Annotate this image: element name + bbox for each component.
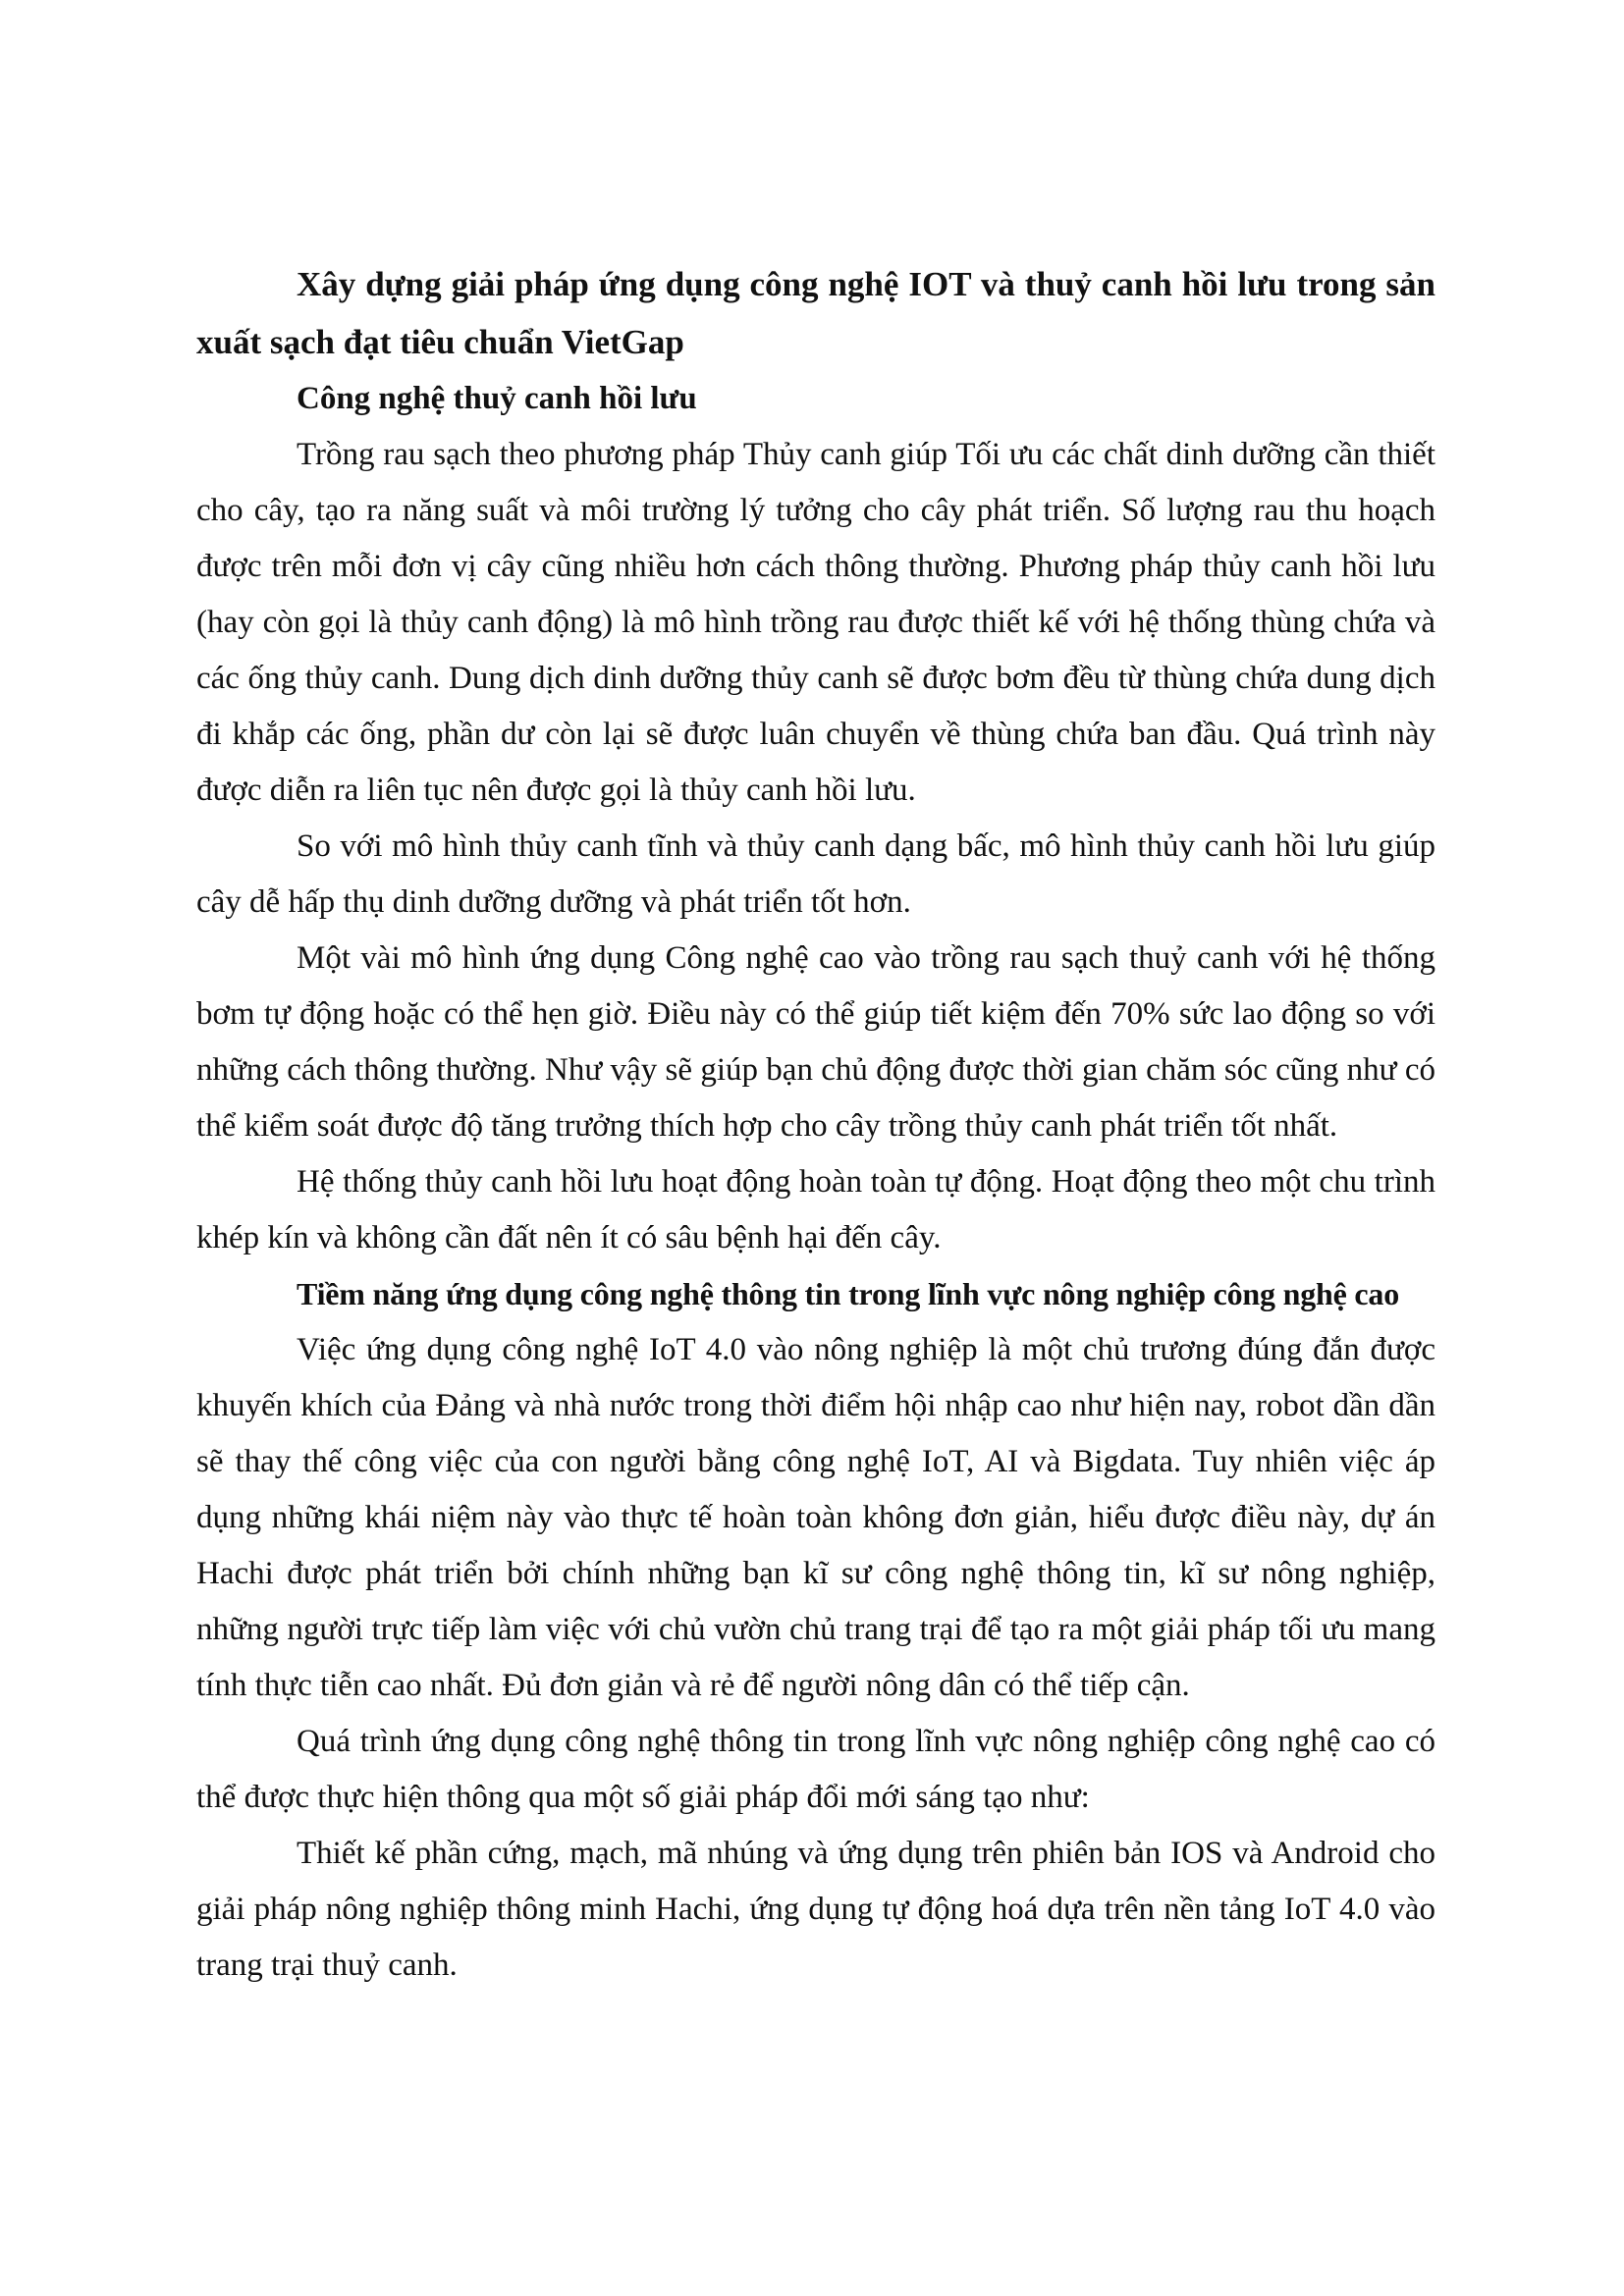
- paragraph: So với mô hình thủy canh tĩnh và thủy canh dạng bấc, mô hình thủy canh hồi lưu giúp cây dễ hấp thụ dinh dưỡng dưỡng và phát triển tốt hơn.: [196, 828, 1435, 920]
- paragraph: Quá trình ứng dụng công nghệ thông tin trong lĩnh vực nông nghiệp công nghệ cao có thể được thực hiện thông qua một số giải pháp đổi mới sáng tạo như:: [196, 1724, 1435, 1815]
- section-heading-it-potential: Tiềm năng ứng dụng công nghệ thông tin trong lĩnh vực nông nghiệp công nghệ cao: [297, 1276, 1400, 1311]
- paragraph: Thiết kế phần cứng, mạch, mã nhúng và ứng dụng trên phiên bản IOS và Android cho giải pháp nông nghiệp thông minh Hachi, ứng dụng tự động hoá dựa trên nền tảng IoT 4.0 vào trang trại thuỷ canh.: [196, 1836, 1435, 1983]
- paragraph: Một vài mô hình ứng dụng Công nghệ cao vào trồng rau sạch thuỷ canh với hệ thống bơm tự động hoặc có thể hẹn giờ. Điều này có thể giúp tiết kiệm đến 70% sức lao động so với những cách thông thường. Như vậy sẽ giúp bạn chủ động được thời gian chăm sóc cũng như có thể kiểm soát được độ tăng trưởng thích hợp cho cây trồng thủy canh phát triển tốt nhất.: [196, 940, 1435, 1144]
- document-title: Xây dựng giải pháp ứng dụng công nghệ IOT và thuỷ canh hồi lưu trong sản xuất sạch đạt tiêu chuẩn VietGap: [196, 265, 1435, 361]
- paragraph: Hệ thống thủy canh hồi lưu hoạt động hoàn toàn tự động. Hoạt động theo một chu trình khép kín và không cần đất nên ít có sâu bệnh hại đến cây.: [196, 1164, 1435, 1255]
- section-heading-hydroponics: Công nghệ thuỷ canh hồi lưu: [297, 381, 697, 416]
- paragraph: Việc ứng dụng công nghệ IoT 4.0 vào nông nghiệp là một chủ trương đúng đắn được khuyến khích của Đảng và nhà nước trong thời điểm hội nhập cao như hiện nay, robot dần dần sẽ thay thế công việc của con người bằng công nghệ IoT, AI và Bigdata. Tuy nhiên việc áp dụng những khái niệm này vào thực tế hoàn toàn không đơn giản, hiểu được điều này, dự án Hachi được phát triển bởi chính những bạn kĩ sư công nghệ thông tin, kĩ sư nông nghiệp, những người trực tiếp làm việc với chủ vườn chủ trang trại để tạo ra một giải pháp tối ưu mang tính thực tiễn cao nhất. Đủ đơn giản và rẻ để người nông dân có thể tiếp cận.: [196, 1332, 1435, 1703]
- document-body: [196, 255, 1435, 1994]
- paragraph: Trồng rau sạch theo phương pháp Thủy canh giúp Tối ưu các chất dinh dưỡng cần thiết cho cây, tạo ra năng suất và môi trường lý tưởng cho cây phát triển. Số lượng rau thu hoạch được trên mỗi đơn vị cây cũng nhiều hơn cách thông thường. Phương pháp thủy canh hồi lưu (hay còn gọi là thủy canh động) là mô hình trồng rau được thiết kế với hệ thống thùng chứa và các ống thủy canh. Dung dịch dinh dưỡng thủy canh sẽ được bơm đều từ thùng chứa dung dịch đi khắp các ống, phần dư còn lại sẽ được luân chuyển về thùng chứa ban đầu. Quá trình này được diễn ra liên tục nên được gọi là thủy canh hồi lưu.: [196, 437, 1435, 808]
